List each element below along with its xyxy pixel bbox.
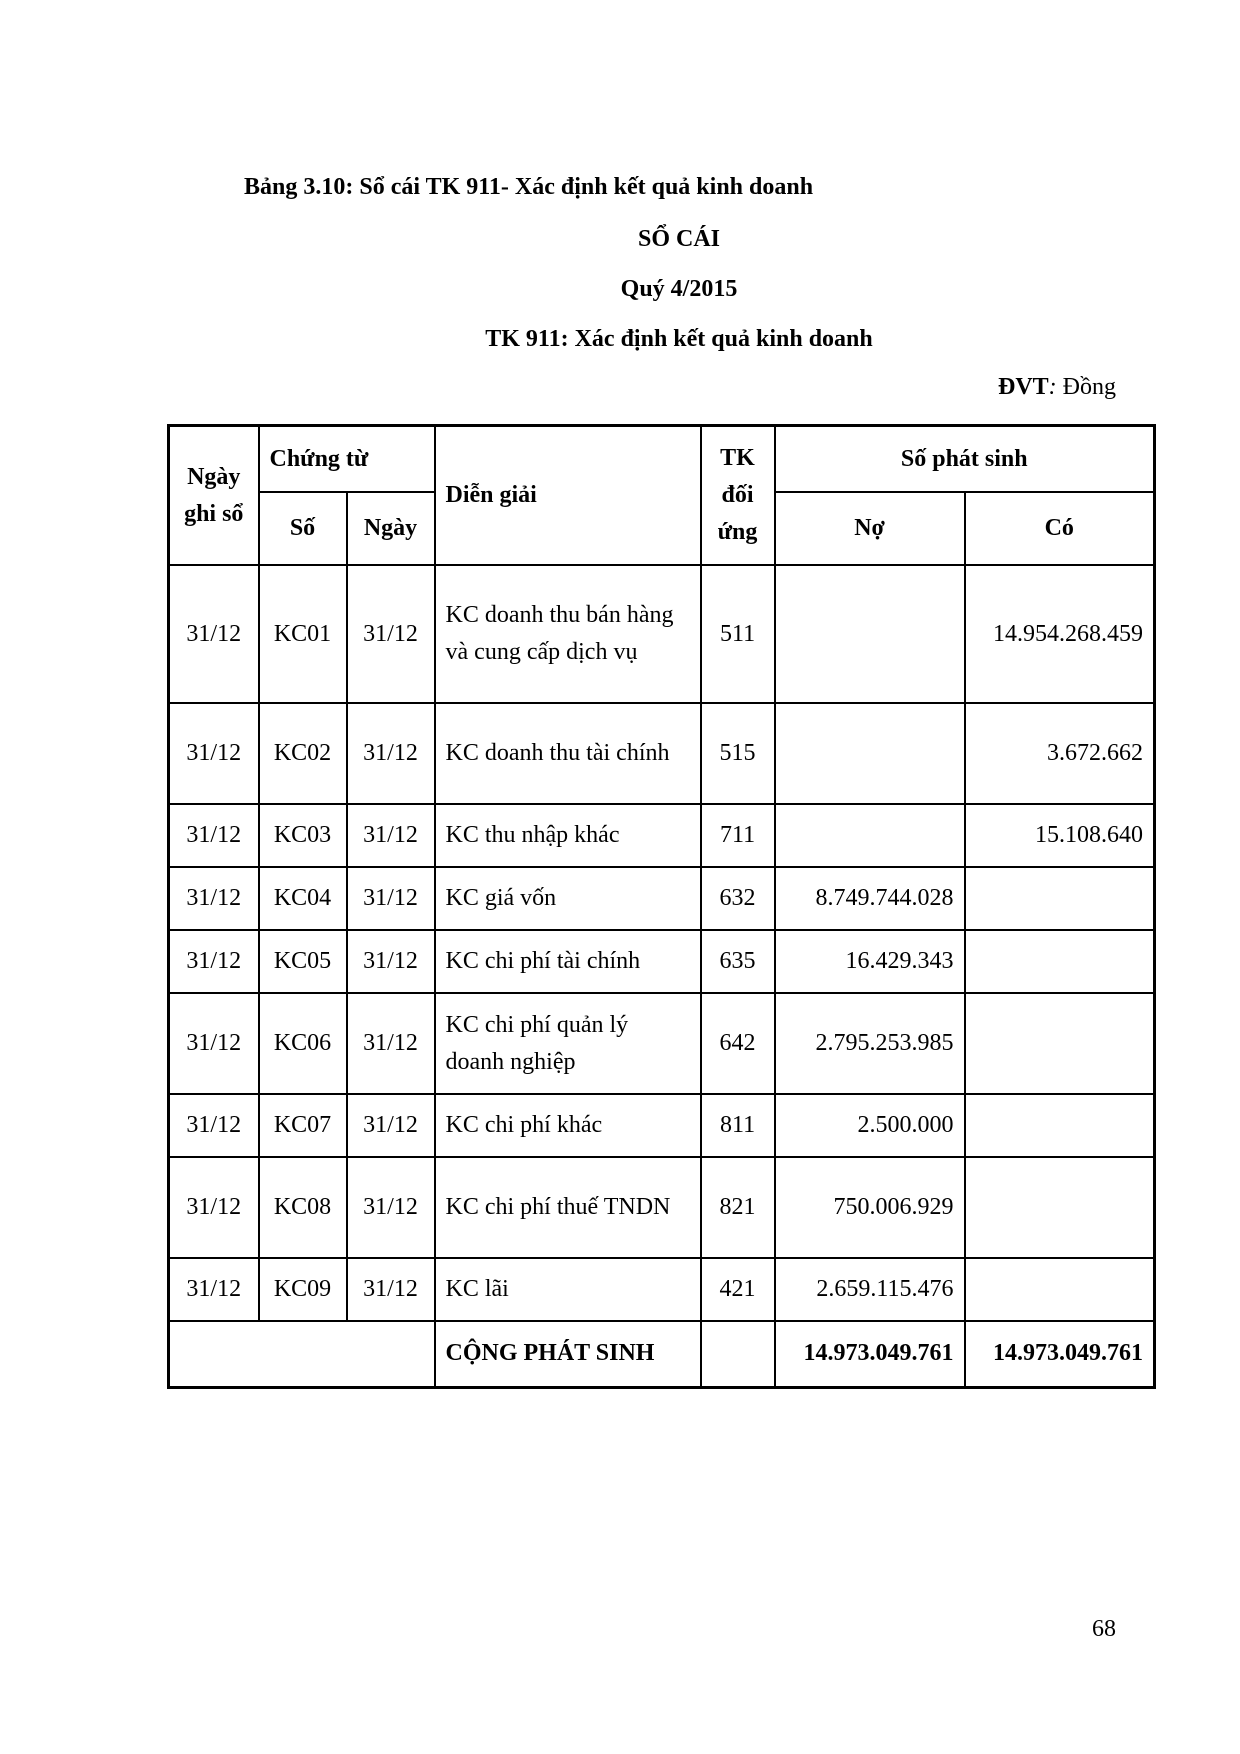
table-row <box>169 1258 1155 1321</box>
total-debit: 14.973.049.761 <box>775 1321 965 1387</box>
cell-credit <box>965 1157 1155 1258</box>
unit-label: ĐVT <box>997 374 1049 400</box>
cell-voucher-date: 31/12 <box>347 930 435 993</box>
cell-voucher-no: KC06 <box>259 993 347 1094</box>
cell-date: 31/12 <box>169 993 259 1094</box>
cell-voucher-no: KC03 <box>259 804 347 867</box>
cell-voucher-no: KC01 <box>259 565 347 703</box>
account-title: TK 911: Xác định kết quả kinh doanh <box>485 326 873 352</box>
cell-debit: 8.749.744.028 <box>775 867 965 930</box>
cell-debit <box>775 804 965 867</box>
cell-date: 31/12 <box>169 804 259 867</box>
total-account-blank <box>701 1321 775 1387</box>
table-row <box>169 930 1155 993</box>
table-row <box>169 565 1155 703</box>
cell-voucher-no: KC09 <box>259 1258 347 1321</box>
cell-description: KC chi phí tài chính <box>435 930 701 993</box>
cell-description: KC chi phí thuế TNDN <box>435 1157 701 1258</box>
cell-date: 31/12 <box>169 1157 259 1258</box>
cell-counter-account: 642 <box>701 993 775 1094</box>
cell-credit <box>965 993 1155 1094</box>
cell-voucher-no: KC05 <box>259 930 347 993</box>
total-credit: 14.973.049.761 <box>965 1321 1155 1387</box>
header-credit: Có <box>965 492 1155 565</box>
cell-counter-account: 821 <box>701 1157 775 1258</box>
cell-counter-account: 515 <box>701 703 775 804</box>
table-row <box>169 1157 1155 1258</box>
cell-debit: 16.429.343 <box>775 930 965 993</box>
cell-voucher-no: KC04 <box>259 867 347 930</box>
table-row <box>169 703 1155 804</box>
cell-description: KC chi phí quản lý doanh nghiệp <box>435 993 701 1094</box>
cell-counter-account: 511 <box>701 565 775 703</box>
table-row <box>169 993 1155 1094</box>
cell-counter-account: 632 <box>701 867 775 930</box>
cell-debit: 750.006.929 <box>775 1157 965 1258</box>
cell-voucher-date: 31/12 <box>347 703 435 804</box>
total-row <box>169 1321 1155 1387</box>
cell-credit <box>965 1094 1155 1157</box>
unit-note <box>998 374 1116 401</box>
cell-description: KC chi phí khác <box>435 1094 701 1157</box>
cell-voucher-date: 31/12 <box>347 1157 435 1258</box>
cell-voucher-date: 31/12 <box>347 867 435 930</box>
cell-voucher-no: KC02 <box>259 703 347 804</box>
cell-counter-account: 421 <box>701 1258 775 1321</box>
cell-credit: 14.954.268.459 <box>965 565 1155 703</box>
header-amount: Số phát sinh <box>775 426 1155 493</box>
page-number: 68 <box>1092 1616 1116 1642</box>
ledger-title: SỔ CÁI <box>637 226 721 252</box>
cell-debit <box>775 565 965 703</box>
cell-description: KC lãi <box>435 1258 701 1321</box>
total-label: CỘNG PHÁT SINH <box>435 1321 701 1387</box>
cell-description: KC thu nhập khác <box>435 804 701 867</box>
cell-voucher-no: KC08 <box>259 1157 347 1258</box>
cell-credit: 15.108.640 <box>965 804 1155 867</box>
cell-voucher-date: 31/12 <box>347 1094 435 1157</box>
cell-date: 31/12 <box>169 930 259 993</box>
table-caption: Bảng 3.10: Sổ cái TK 911- Xác định kết quả kinh doanh <box>244 174 814 200</box>
cell-description: KC doanh thu bán hàng và cung cấp dịch vụ <box>435 565 701 703</box>
cell-date: 31/12 <box>169 1094 259 1157</box>
cell-credit <box>965 867 1155 930</box>
cell-voucher-date: 31/12 <box>347 565 435 703</box>
cell-description: KC giá vốn <box>435 867 701 930</box>
cell-voucher-date: 31/12 <box>347 1258 435 1321</box>
cell-credit <box>965 930 1155 993</box>
header-voucher-no: Số <box>259 492 347 565</box>
unit-value: Đồng <box>1062 374 1116 400</box>
table-row <box>169 1094 1155 1157</box>
header-debit: Nợ <box>775 492 965 565</box>
cell-credit <box>965 1258 1155 1321</box>
cell-counter-account: 635 <box>701 930 775 993</box>
cell-debit: 2.795.253.985 <box>775 993 965 1094</box>
header-voucher-date: Ngày <box>347 492 435 565</box>
cell-voucher-date: 31/12 <box>347 993 435 1094</box>
ledger-period: Quý 4/2015 <box>620 276 738 302</box>
cell-date: 31/12 <box>169 1258 259 1321</box>
cell-counter-account: 711 <box>701 804 775 867</box>
header-date-recorded: Ngày ghi sổ <box>169 426 259 566</box>
cell-credit: 3.672.662 <box>965 703 1155 804</box>
header-counter-account: TK đối ứng <box>701 426 775 566</box>
cell-voucher-no: KC07 <box>259 1094 347 1157</box>
table-row <box>169 804 1155 867</box>
cell-description: KC doanh thu tài chính <box>435 703 701 804</box>
cell-debit: 2.659.115.476 <box>775 1258 965 1321</box>
cell-date: 31/12 <box>169 703 259 804</box>
cell-voucher-date: 31/12 <box>347 804 435 867</box>
cell-debit: 2.500.000 <box>775 1094 965 1157</box>
header-voucher: Chứng từ <box>259 426 435 493</box>
ledger-table <box>167 424 1156 1389</box>
header-description: Diễn giải <box>435 426 701 566</box>
cell-date: 31/12 <box>169 867 259 930</box>
cell-counter-account: 811 <box>701 1094 775 1157</box>
total-blank-cell <box>169 1321 435 1387</box>
unit-separator: : <box>1048 374 1057 400</box>
table-row <box>169 867 1155 930</box>
cell-debit <box>775 703 965 804</box>
cell-date: 31/12 <box>169 565 259 703</box>
